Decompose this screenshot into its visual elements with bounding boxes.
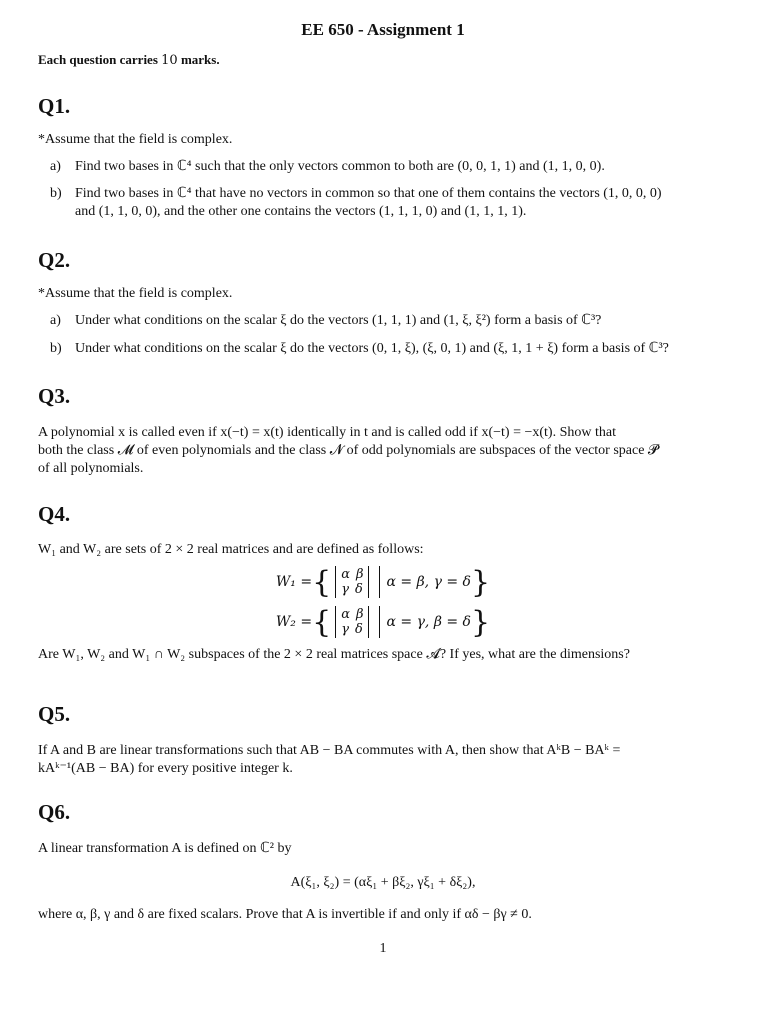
matrix-entry: γ [341, 622, 349, 637]
question-2 [38, 248, 728, 358]
matrix-entry: β [355, 607, 364, 622]
question-4-question: Are W₁, W₂ and W₁ ∩ W₂ subspaces of the 2 × 2 real matrices space 𝓐? If yes, what are the dimensions? [38, 647, 630, 662]
question-2-heading: Q2. [38, 248, 71, 272]
question-6-equation: A(ξ₁, ξ₂) = (αξ₁ + βξ₂, γξ₁ + δξ₂), [290, 875, 476, 890]
question-1 [38, 94, 728, 221]
part-a-label: a) [50, 313, 61, 328]
matrix-entry: δ [354, 582, 363, 597]
document-title: EE 650 - Assignment 1 [301, 20, 465, 39]
marks-number: 10 [161, 53, 178, 68]
part-b-label: b) [50, 341, 62, 356]
w1-lhs: W₁ = [275, 574, 313, 590]
question-1-part-a [38, 158, 728, 176]
question-3-heading: Q3. [38, 384, 71, 408]
question-2-part-b [38, 340, 728, 358]
w1-definition [38, 562, 728, 602]
question-4-heading: Q4. [38, 502, 71, 526]
question-6 [38, 800, 728, 924]
such-that-bar [379, 566, 380, 598]
question-6-line-2: where α, β, γ and δ are fixed scalars. Prove that A is invertible if and only if αδ − βγ ≠ 0. [38, 907, 532, 922]
question-5-heading: Q5. [38, 702, 71, 726]
part-b-label: b) [50, 186, 62, 201]
part-a-text: Find two bases in ℂ⁴ such that the only vectors common to both are (0, 0, 1, 1) and (1, 1, 0, 0). [75, 159, 605, 174]
part-b-text: Under what conditions on the scalar ξ do the vectors (0, 1, ξ), (ξ, 0, 1) and (ξ, 1, 1 + ξ) form a basis of ℂ³? [75, 341, 669, 356]
question-3 [38, 384, 728, 478]
right-brace-icon: } [471, 604, 491, 640]
question-3-line-2: both the class 𝓜 of even polynomials and the class 𝓝 of odd polynomials are subspaces of the vector space 𝓟 [38, 443, 659, 458]
left-brace-icon: { [312, 604, 332, 640]
question-6-heading: Q6. [38, 800, 71, 824]
left-brace-icon: { [312, 564, 332, 600]
marks-note [38, 52, 220, 68]
marks-note-text: Each question carries [38, 52, 162, 67]
question-5 [38, 702, 728, 778]
w2-definition [38, 602, 728, 642]
question-6-line-1: A linear transformation A is defined on ℂ² by [38, 841, 292, 856]
question-4 [38, 502, 728, 664]
matrix [335, 606, 369, 638]
matrix [335, 566, 369, 598]
matrix-entry: α [341, 607, 350, 622]
matrix-entry: δ [354, 622, 363, 637]
part-a-label: a) [50, 159, 61, 174]
part-b-text-line-1: Find two bases in ℂ⁴ that have no vectors in common so that one of them contains the vectors (1, 0, 0, 0) [75, 186, 662, 201]
question-3-line-3: of all polynomials. [38, 461, 144, 476]
question-2-part-a [38, 312, 728, 330]
w1-condition: α = β, γ = δ [386, 574, 471, 590]
question-5-line-1: If A and B are linear transformations such that AB − BA commutes with A, then show that AᵏB − BAᵏ = [38, 743, 621, 758]
question-3-line-1: A polynomial x is called even if x(−t) = x(t) identically in t and is called odd if x(−t) = −x(t). Show that [38, 425, 616, 440]
w2-lhs: W₂ = [275, 614, 313, 630]
such-that-bar [379, 606, 380, 638]
question-1-note: *Assume that the field is complex. [38, 132, 233, 147]
right-brace-icon: } [471, 564, 491, 600]
matrix-entry: β [355, 567, 364, 582]
question-4-intro: W₁ and W₂ are sets of 2 × 2 real matrices and are defined as follows: [38, 542, 424, 557]
part-b-text-line-2: and (1, 1, 0, 0), and the other one contains the vectors (1, 1, 1, 0) and (1, 1, 1, 1). [75, 204, 527, 219]
marks-note-end: marks. [177, 52, 220, 67]
question-1-part-b [38, 185, 728, 221]
question-5-line-2: kAᵏ⁻¹(AB − BA) for every positive integer k. [38, 761, 293, 776]
page-number: 1 [379, 941, 387, 956]
matrix-entry: γ [341, 582, 349, 597]
matrix-entry: α [341, 567, 350, 582]
part-a-text: Under what conditions on the scalar ξ do the vectors (1, 1, 1) and (1, ξ, ξ²) form a basis of ℂ³? [75, 313, 602, 328]
question-2-note: *Assume that the field is complex. [38, 286, 233, 301]
w2-condition: α = γ, β = δ [386, 614, 471, 630]
question-1-heading: Q1. [38, 94, 71, 118]
